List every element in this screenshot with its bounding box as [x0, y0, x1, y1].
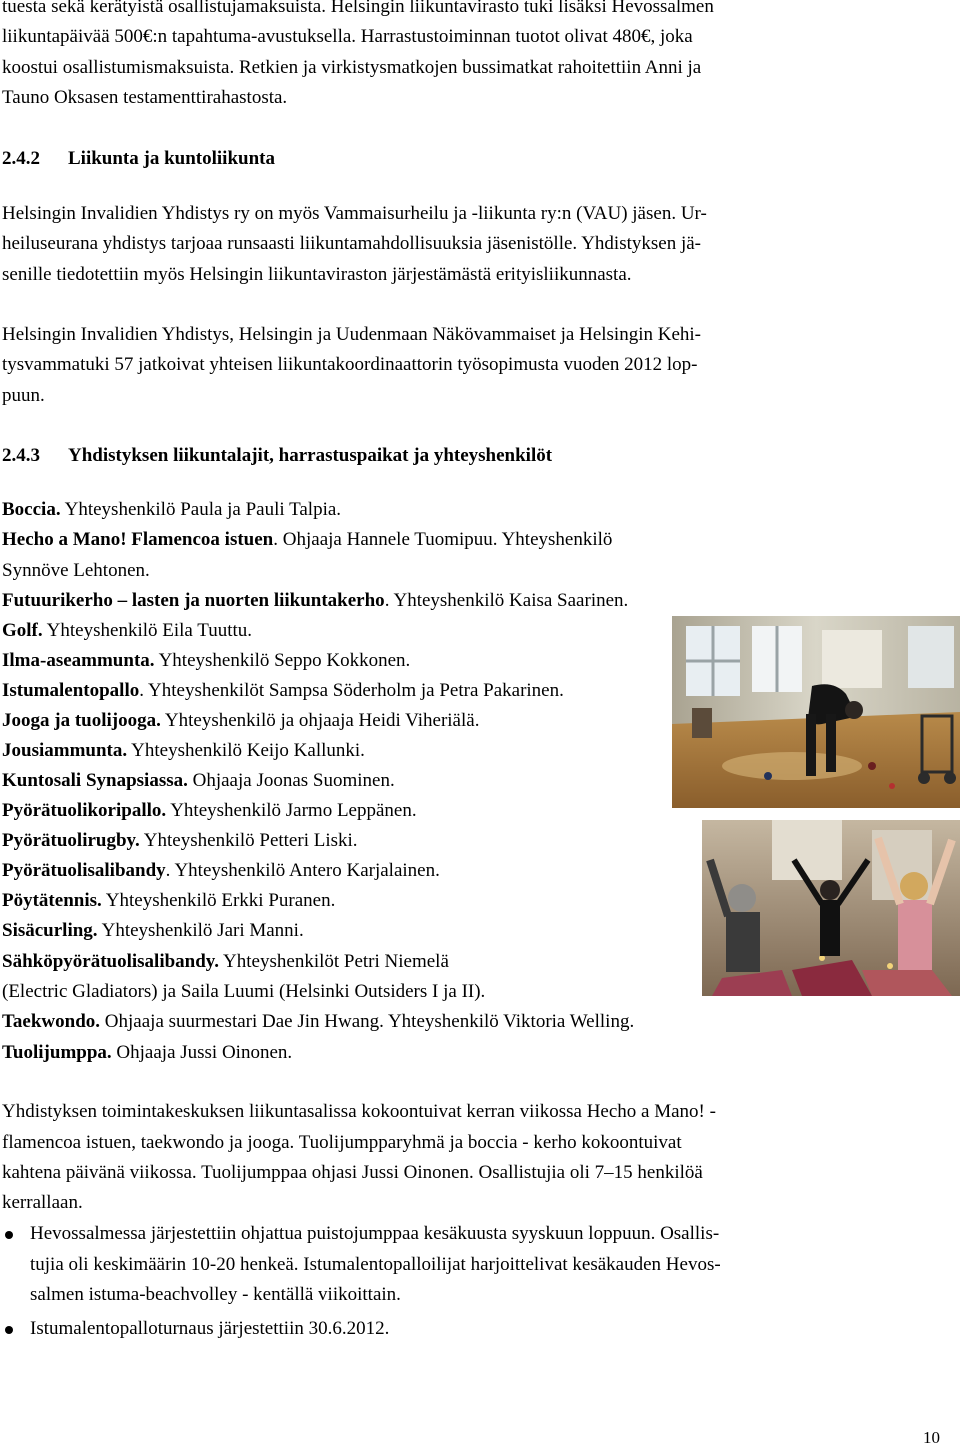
section-number: 2.4.2: [2, 148, 40, 169]
paragraph-line: senille tiedotettiin myös Helsingin liikuntaviraston järjestämästä erityisliikunnasta.: [2, 264, 632, 285]
list-item: Pyörätuolisalibandy. Yhteyshenkilö Antero Karjalainen.: [2, 860, 440, 881]
intro-line: koostui osallistumismaksuista. Retkien ja virkistysmatkojen bussimatkat rahoitettiin Anni ja: [2, 57, 702, 78]
bullet-icon: [5, 1231, 13, 1239]
list-item: (Electric Gladiators) ja Saila Luumi (Helsinki Outsiders I ja II).: [2, 981, 486, 1002]
section-heading-242: [2, 148, 275, 170]
list-item: Synnöve Lehtonen.: [2, 560, 150, 581]
intro-line: tuesta sekä kerätyistä osallistujamaksuista. Helsingin liikuntavirasto tuki lisäksi Hevossalmen: [2, 0, 714, 17]
list-item: Istumalentopallo. Yhteyshenkilöt Sampsa Söderholm ja Petra Pakarinen.: [2, 680, 564, 701]
page-number: 10: [923, 1428, 940, 1447]
bullet-item-line: Hevossalmessa järjestettiin ohjattua puistojumppaa kesäkuusta syyskuun loppuun. Osallis-: [30, 1223, 720, 1244]
list-item: Sähköpyörätuolisalibandy. Yhteyshenkilöt Petri Niemelä: [2, 951, 449, 972]
section-heading-243: [2, 445, 552, 467]
bullet-icon: [5, 1326, 13, 1334]
list-item: Pöytätennis. Yhteyshenkilö Erkki Puranen.: [2, 890, 336, 911]
list-item: Futuurikerho – lasten ja nuorten liikuntakerho. Yhteyshenkilö Kaisa Saarinen.: [2, 590, 629, 611]
bullet-item-line: Istumalentopalloturnaus järjestettiin 30.6.2012.: [30, 1318, 390, 1339]
list-item: Jousiammunta. Yhteyshenkilö Keijo Kallunki.: [2, 740, 365, 761]
bullet-item-line: tujia oli keskimäärin 10-20 henkeä. Istumalentopalloilijat harjoittelivat kesäkauden Hevos-: [30, 1254, 721, 1275]
section-title: Liikunta ja kuntoliikunta: [68, 148, 275, 169]
list-item: Boccia. Yhteyshenkilö Paula ja Pauli Talpia.: [2, 499, 342, 520]
seated-exercise-photo: [702, 820, 960, 996]
paragraph-line: heiluseurana yhdistys tarjoaa runsaasti liikuntamahdollisuuksia jäsenistölle. Yhdistyksen jä-: [2, 233, 701, 254]
intro-line: Tauno Oksasen testamenttirahastosta.: [2, 87, 288, 108]
paragraph-line: Helsingin Invalidien Yhdistys, Helsingin ja Uudenmaan Näkövammaiset ja Helsingin Kehi-: [2, 324, 701, 345]
list-item: Kuntosali Synapsiassa. Ohjaaja Joonas Suominen.: [2, 770, 395, 791]
paragraph-line: puun.: [2, 385, 45, 406]
list-item: Hecho a Mano! Flamencoa istuen. Ohjaaja Hannele Tuomipuu. Yhteyshenkilö: [2, 529, 613, 550]
paragraph-line: kahtena päivänä viikossa. Tuolijumppaa ohjasi Jussi Oinonen. Osallistujia oli 7–15 henkilöä: [2, 1162, 703, 1183]
list-item: Pyörätuolirugby. Yhteyshenkilö Petteri Liski.: [2, 830, 358, 851]
paragraph-line: tysvammatuki 57 jatkoivat yhteisen liikuntakoordinaattorin työsopimusta vuoden 2012 lop-: [2, 354, 698, 375]
bullet-item-line: salmen istuma-beachvolley - kentällä viikoittain.: [30, 1284, 401, 1305]
intro-line: liikuntapäivää 500€:n tapahtuma-avustuksella. Harrastustoiminnan tuotot olivat 480€, joka: [2, 26, 693, 47]
list-item: Ilma-aseammunta. Yhteyshenkilö Seppo Kokkonen.: [2, 650, 411, 671]
paragraph-line: Yhdistyksen toimintakeskuksen liikuntasalissa kokoontuivat kerran viikossa Hecho a Mano! -: [2, 1101, 716, 1122]
list-item: Golf. Yhteyshenkilö Eila Tuuttu.: [2, 620, 253, 641]
list-item: Tuolijumppa. Ohjaaja Jussi Oinonen.: [2, 1042, 293, 1063]
section-number: 2.4.3: [2, 445, 40, 466]
list-item: Pyörätuolikoripallo. Yhteyshenkilö Jarmo Leppänen.: [2, 800, 417, 821]
paragraph-line: Helsingin Invalidien Yhdistys ry on myös Vammaisurheilu ja -liikunta ry:n (VAU) jäsen. Ur-: [2, 203, 707, 224]
paragraph-line: flamencoa istuen, taekwondo ja jooga. Tuolijumpparyhmä ja boccia - kerho kokoontuivat: [2, 1132, 682, 1153]
paragraph-line: kerrallaan.: [2, 1192, 83, 1213]
boccia-photo-image: [672, 616, 960, 808]
list-item: Sisäcurling. Yhteyshenkilö Jari Manni.: [2, 920, 304, 941]
list-item: Taekwondo. Ohjaaja suurmestari Dae Jin Hwang. Yhteyshenkilö Viktoria Welling.: [2, 1011, 635, 1032]
list-item: Jooga ja tuolijooga. Yhteyshenkilö ja ohjaaja Heidi Viheriälä.: [2, 710, 480, 731]
boccia-photo: [672, 616, 960, 808]
seated-exercise-photo-image: [702, 820, 960, 996]
section-title: Yhdistyksen liikuntalajit, harrastuspaikat ja yhteyshenkilöt: [68, 445, 553, 466]
